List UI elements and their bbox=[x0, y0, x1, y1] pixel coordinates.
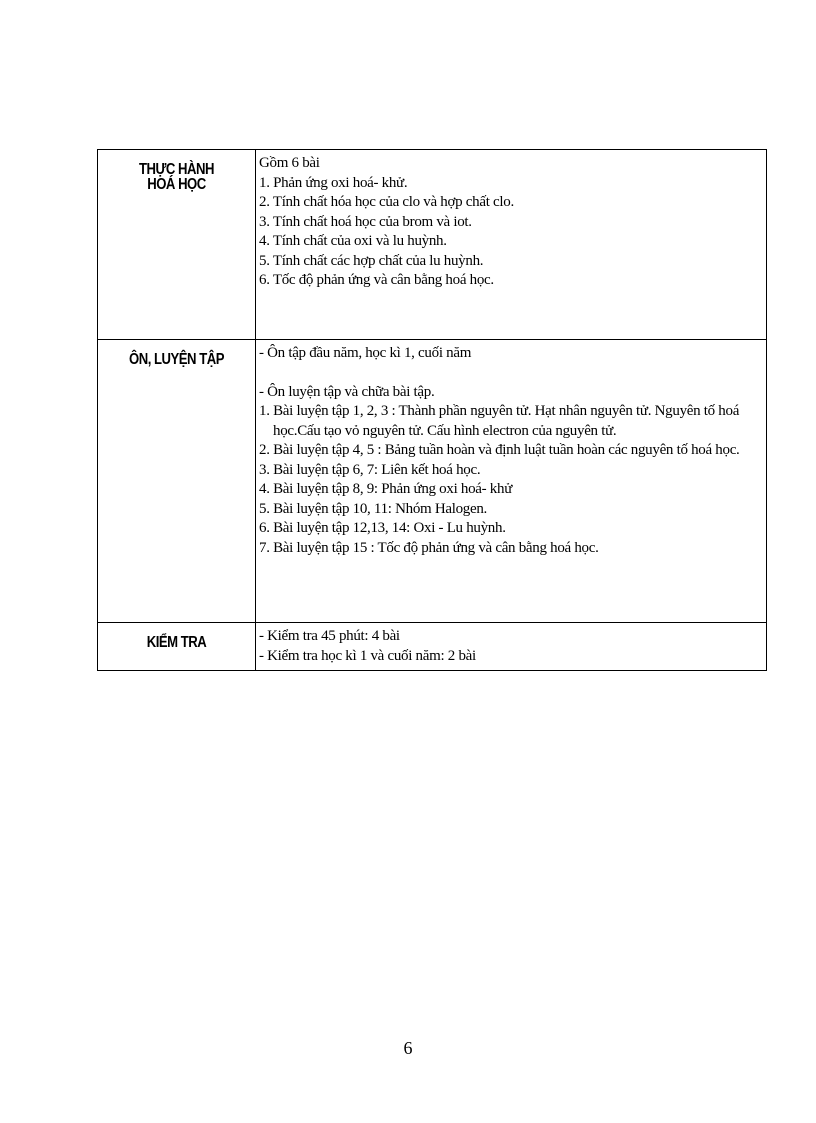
content-line: 4. Tính chất của oxi và lu huỳnh. bbox=[259, 233, 447, 249]
row-heading-cell bbox=[98, 150, 256, 340]
row-heading-line: KIỂM TRA bbox=[146, 634, 207, 651]
row-heading-cell bbox=[98, 340, 256, 623]
content-line: - Ôn luyện tập và chữa bài tập. bbox=[259, 383, 435, 400]
content-line: 3. Bài luyện tập 6, 7: Liên kết hoá học. bbox=[259, 461, 481, 478]
content-line: 5. Tính chất các hợp chất của lu huỳnh. bbox=[259, 252, 484, 269]
curriculum-table bbox=[97, 149, 767, 671]
content-line: 3. Tính chất hoá học của brom và iot. bbox=[259, 213, 472, 230]
row-heading-cell bbox=[98, 623, 256, 671]
content-line: Gồm 6 bài bbox=[259, 155, 320, 171]
content-line: 7. Bài luyện tập 15 : Tốc độ phản ứng và cân bằng hoá học. bbox=[259, 539, 599, 556]
content-intro-line: - Ôn tập đầu năm, học kì 1, cuối năm bbox=[259, 345, 472, 361]
content-line: 1. Bài luyện tập 1, 2, 3 : Thành phần nguyên tử. Hạt nhân nguyên tử. Nguyên tố hoá học.Cấu tạo vỏ nguyên tử. Cấu hình electron của nguyên tử. bbox=[259, 403, 740, 439]
content-line: - Kiểm tra 45 phút: 4 bài bbox=[259, 628, 400, 644]
content-line: 1. Phản ứng oxi hoá- khử. bbox=[259, 174, 408, 191]
content-spacer bbox=[259, 364, 762, 383]
row-heading-line: HOÁ HỌC bbox=[147, 176, 206, 193]
row-content-cell bbox=[256, 340, 767, 623]
content-line: 2. Bài luyện tập 4, 5 : Bảng tuần hoàn và định luật tuần hoàn các nguyên tố hoá học. bbox=[259, 442, 740, 458]
table-row-kiem-tra bbox=[98, 623, 767, 671]
row-content-cell bbox=[256, 150, 767, 340]
page-number: 6 bbox=[403, 1038, 413, 1058]
table-row-on-luyen-tap bbox=[98, 340, 767, 623]
row-content-cell bbox=[256, 623, 767, 671]
content-line: 5. Bài luyện tập 10, 11: Nhóm Halogen. bbox=[259, 500, 488, 517]
content-line: 6. Bài luyện tập 12,13, 14: Oxi - Lu huỳnh. bbox=[259, 520, 506, 536]
row-heading-line: ÔN, LUYỆN TẬP bbox=[129, 351, 224, 368]
row-heading-line: THỰC HÀNH bbox=[139, 161, 214, 178]
content-line: 4. Bài luyện tập 8, 9: Phản ứng oxi hoá- khử bbox=[259, 481, 513, 497]
content-line: 6. Tốc độ phản ứng và cân bằng hoá học. bbox=[259, 272, 494, 288]
table-row-thuc-hanh bbox=[98, 150, 767, 340]
content-line: 2. Tính chất hóa học của clo và hợp chất clo. bbox=[259, 194, 514, 210]
content-line: - Kiểm tra học kì 1 và cuối năm: 2 bài bbox=[259, 647, 476, 664]
